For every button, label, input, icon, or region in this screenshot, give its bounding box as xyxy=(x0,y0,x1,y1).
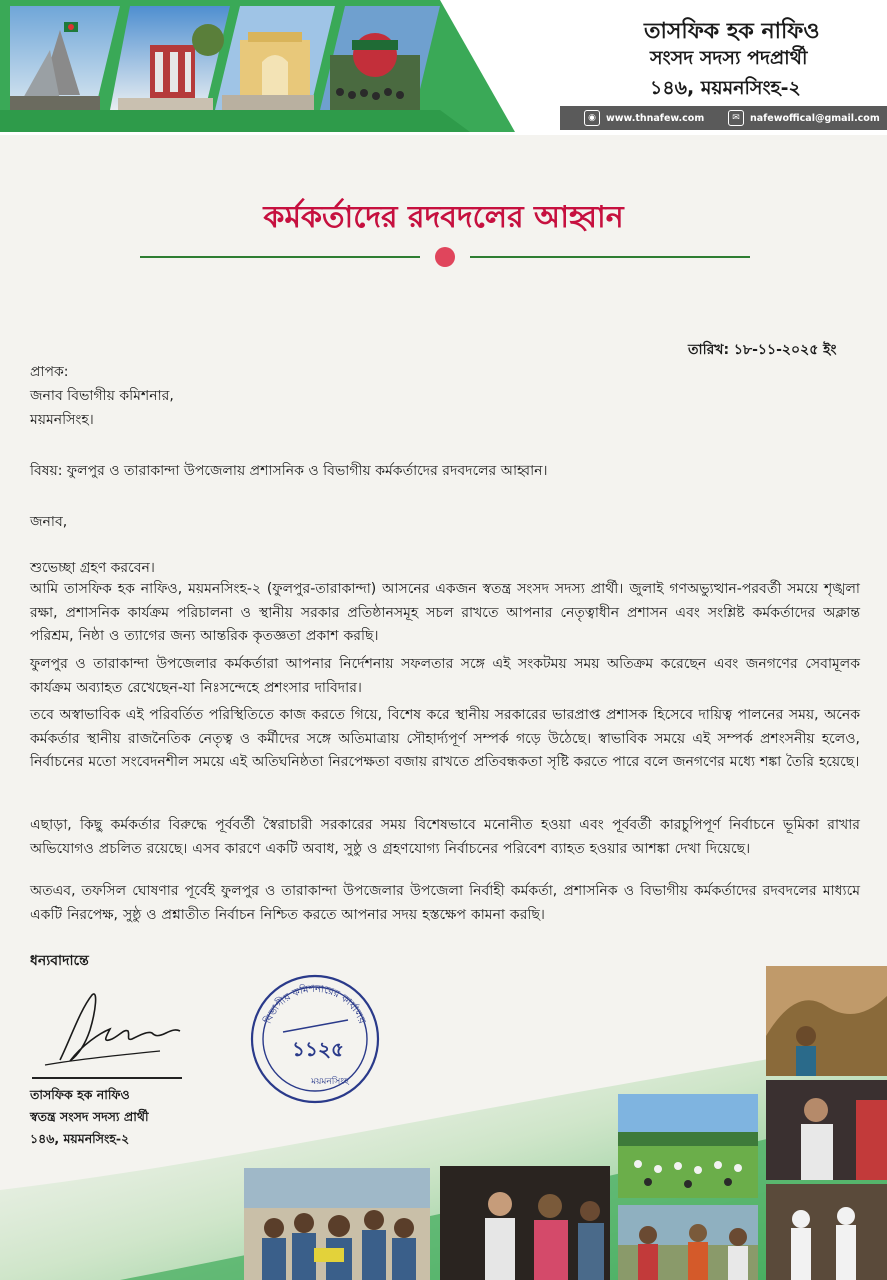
paragraph-2: ফুলপুর ও তারাকান্দা উপজেলার কর্মকর্তারা আপনার নির্দেশনায় সফলতার সঙ্গে এই সংকটময় সময় অতিক্রম করেছেন এবং জনগণের সেবামূলক কার্যক্রম অব্যাহত রেখেছেন-যা নিঃসন্দেহে প্রশংসার দাবিদার। xyxy=(30,656,860,696)
photo-meeting xyxy=(766,1080,887,1180)
seal-top-text: বিভাগীয় কমিশনারের কার্যালয় xyxy=(262,983,368,1026)
salutation: জনাব, xyxy=(30,514,68,530)
photo-field xyxy=(618,1094,758,1198)
recipient-label: প্রাপক: xyxy=(30,364,69,380)
candidate-name: তাসফিক হক নাফিও xyxy=(644,19,820,44)
photo-landscape xyxy=(766,966,887,1076)
closing: ধন্যবাদান্তে xyxy=(30,953,89,969)
email-contact[interactable] xyxy=(728,108,880,128)
document-title: কর্মকর্তাদের রদবদলের আহ্বান xyxy=(263,200,624,235)
divider-dot xyxy=(435,247,455,267)
greeting: শুভেচ্ছা গ্রহণ করবেন। xyxy=(30,560,155,576)
title-divider xyxy=(140,244,750,270)
photo-team xyxy=(766,1184,887,1280)
official-seal xyxy=(248,972,382,1106)
paragraph-4: এছাড়া, কিছু কর্মকর্তার বিরুদ্ধে পূর্ববর্তী স্বৈরাচারী সরকারের সময় বিশেষভাবে মনোনীত হওয়া এবং পূর্ববর্তী কারচুপিপূর্ণ নির্বাচনে ভূমিকা রাখার অভিযোগও প্রচলিত রয়েছে। এসব কারণে একটি অবাধ, সুষ্ঠু ও গ্রহণযোগ্য নির্বাচনের পরিবেশ ব্যাহত হওয়ার আশঙ্কা দেখা দিয়েছে। xyxy=(30,817,860,857)
subject-line: বিষয়: ফুলপুর ও তারাকান্দা উপজেলায় প্রশাসনিক ও বিভাগীয় কর্মকর্তাদের রদবদলের আহ্বান। xyxy=(30,463,548,479)
signature-line xyxy=(32,1077,182,1079)
letter-date: তারিখ: ১৮-১১-২০২৫ ইং xyxy=(688,342,837,358)
candidate-role: সংসদ সদস্য পদপ্রার্থী xyxy=(650,47,808,69)
photo-relief xyxy=(440,1166,610,1280)
divider-line-left xyxy=(140,256,420,258)
recipient-line-1: জনাব বিভাগীয় কমিশনার, xyxy=(30,388,174,404)
mail-icon: ✉ xyxy=(728,110,744,126)
email-text: nafewoffical@gmail.com xyxy=(750,112,880,124)
globe-icon: ◉ xyxy=(584,110,600,126)
photo-crowd xyxy=(244,1168,430,1280)
contact-bar xyxy=(560,106,887,130)
signatory-seat: ১৪৬, ময়মনসিংহ-২ xyxy=(30,1131,130,1146)
letterhead xyxy=(0,0,887,135)
header-photo-strip xyxy=(0,0,560,132)
photo-people xyxy=(618,1205,758,1280)
paragraph-5: অতএব, তফসিল ঘোষণার পূর্বেই ফুলপুর ও তারাকান্দা উপজেলার উপজেলা নির্বাহী কর্মকর্তা, প্রশাসনিক ও বিভাগীয় কর্মকর্তাদের রদবদলের মাধ্যমে একটি নিরপেক্ষ, সুষ্ঠু ও প্রশ্নাতীত নির্বাচন নিশ্চিত করতে আপনার সদয় হস্তক্ষেপ কামনা করছি। xyxy=(30,883,860,923)
seal-bottom-text: ময়মনসিংহ xyxy=(311,1077,349,1087)
paragraph-1: আমি তাসফিক হক নাফিও, ময়মনসিংহ-২ (ফুলপুর-তারাকান্দা) আসনের একজন স্বতন্ত্র সংসদ সদস্য প্রার্থী। জুলাই গণঅভ্যুত্থান-পরবর্তী সময়ে শৃঙ্খলা রক্ষা, প্রশাসনিক কার্যক্রম পরিচালনা ও স্থানীয় সরকার প্রতিষ্ঠানসমূহ সচল রাখতে আপনার নেতৃত্বাধীন প্রশাসন এবং সংশ্লিষ্ট কর্মকর্তাদের অক্লান্ত পরিশ্রম, নিষ্ঠা ও ত্যাগের জন্য আন্তরিক কৃতজ্ঞতা প্রকাশ করছি। xyxy=(30,581,860,644)
candidate-seat: ১৪৬, ময়মনসিংহ-২ xyxy=(650,77,801,99)
website-contact[interactable] xyxy=(584,108,704,128)
handwritten-signature xyxy=(40,985,190,1070)
recipient-line-2: ময়মনসিংহ। xyxy=(30,412,94,428)
signatory-name: তাসফিক হক নাফিও xyxy=(30,1087,130,1102)
paragraph-3: তবে অস্বাভাবিক এই পরিবর্তিত পরিস্থিতিতে কাজ করতে গিয়ে, বিশেষ করে স্থানীয় সরকারের ভারপ্রাপ্ত প্রশাসক হিসেবে দায়িত্ব পালনের সময়, অনেক কর্মকর্তার স্থানীয় রাজনৈতিক নেতৃত্ব ও কর্মীদের সঙ্গে অতিমাত্রায় সৌহার্দ্যপূর্ণ সম্পর্ক গড়ে উঠেছে। স্বাভাবিক সময়ে এই সম্পর্ক প্রশংসনীয় হলেও, নির্বাচনের মতো সংবেদনশীল সময়ে এই অতিঘনিষ্ঠতা নিরপেক্ষতা বজায় রাখতে প্রতিবন্ধকতা সৃষ্টি করতে পারে বলে জনগণের মধ্যে শঙ্কা তৈরি হয়েছে। xyxy=(30,707,860,770)
website-text: www.thnafew.com xyxy=(606,112,705,124)
signatory-role: স্বতন্ত্র সংসদ সদস্য প্রার্থী xyxy=(30,1109,149,1124)
candidate-header-info xyxy=(560,0,887,135)
divider-line-right xyxy=(470,256,750,258)
seal-number: ১১২৫ xyxy=(292,1037,344,1061)
